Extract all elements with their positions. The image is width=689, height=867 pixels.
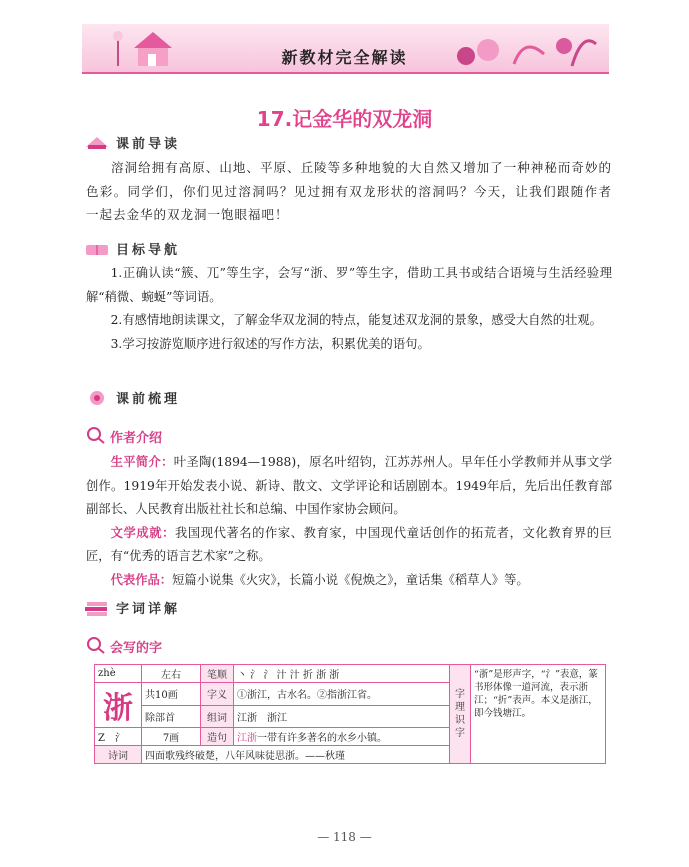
poem-text: 四面歌残终破楚，八年风味徒思浙。——秋瑾 <box>142 746 450 764</box>
goal-item: 2.有感情地朗读课文，了解金华双龙洞的特点，能复述双龙洞的景象，感受大自然的壮观。 <box>110 313 602 327</box>
structure-cell: 左右 <box>142 665 201 683</box>
achieve-text: 我国现代著名的作家、教育家，中国现代童话创作的拓荒者，文化教育界的巨匠，有“优秀的语言艺术家”之称。 <box>86 525 612 563</box>
section-label: 课前导读 <box>116 137 181 152</box>
meaning-label: 字义 <box>201 683 234 706</box>
author-works <box>86 569 612 593</box>
lesson-title: 17.记金华的双龙洞 <box>256 107 433 131</box>
preview-paragraph <box>86 156 612 227</box>
author-intro <box>86 451 612 592</box>
stroke-order: 丶 氵 氵 汁 汁 折 浙 浙 <box>234 665 450 683</box>
group-label: 组词 <box>201 705 234 728</box>
write-label: 会写的字 <box>110 641 163 656</box>
radical-cell: 除部首 <box>142 705 201 728</box>
group-text: 江浙 浙江 <box>234 705 450 728</box>
part-letter: Z <box>98 733 105 744</box>
sentence-cell <box>234 728 450 746</box>
poem-label: 诗词 <box>95 746 142 764</box>
author-bio <box>86 451 612 522</box>
pinyin-cell: zhè <box>95 665 142 683</box>
strokes-left: 7画 <box>142 728 201 746</box>
section-goals-heading <box>84 239 284 259</box>
meaning-text: ①浙江，古水名。②指浙江省。 <box>234 683 450 706</box>
stroke-count: 共10画 <box>142 683 201 706</box>
sentence-highlight: 江浙 <box>237 733 257 744</box>
section-preview-heading <box>84 133 284 153</box>
book-icon <box>84 133 110 151</box>
stacked-books-icon <box>84 598 110 616</box>
bio-text: 叶圣陶(1894—1988)，原名叶绍钧，江苏苏州人。早年任小学教师并从事文学创作。1919年开始发表小说、新诗、散文、文学评论和话剧剧本。1949年后，先后出任教育部副部长、人民教育出版社社长和总编、中国作家协会顾问。 <box>86 455 612 516</box>
section-label: 目标导航 <box>116 243 181 258</box>
section-label: 字词详解 <box>116 602 181 617</box>
origin-text: “浙”是形声字，“氵”表意，篆书形体像一道河流，表示浙江；“折”表声。本义是浙江，即今钱塘江。 <box>471 665 606 764</box>
goal-item: 3.学习按游览顺序进行叙述的写作方法，积累优美的语句。 <box>110 336 430 351</box>
author-label: 作者介绍 <box>110 431 163 446</box>
goal-item: 1.正确认读“簇、兀”等生字，会写“浙、罗”等生字，借助工具书或结合语境与生活经验理解“稍微、蜿蜒”等词语。 <box>86 266 612 304</box>
works-label: 代表作品： <box>110 572 173 587</box>
section-label: 课前梳理 <box>116 392 181 407</box>
radical-parts <box>95 728 142 746</box>
character-cell: 浙 <box>95 683 142 728</box>
author-achievement <box>86 522 612 569</box>
part-radical: 氵 <box>114 733 125 744</box>
works-text: 短篇小说集《火灾》，长篇小说《倪焕之》，童话集《稻草人》等。 <box>172 572 529 587</box>
sentence-text: 一带有许多著名的水乡小镇。 <box>257 733 387 744</box>
header-title: 新教材完全解读 <box>281 48 408 67</box>
flower-icon <box>84 388 110 406</box>
write-subheading <box>86 636 286 656</box>
author-subheading <box>86 426 286 446</box>
page-number: — 118 — <box>317 830 372 844</box>
magnifier-icon <box>86 426 106 444</box>
character-table <box>94 664 606 764</box>
achieve-label: 文学成就： <box>110 525 175 540</box>
section-sorting-heading <box>84 388 284 408</box>
stroke-label: 笔顺 <box>201 665 234 683</box>
bio-label: 生平简介： <box>110 455 174 469</box>
section-vocab-heading <box>84 598 284 618</box>
open-book-icon <box>84 239 110 257</box>
origin-label: 字理识字 <box>450 665 471 764</box>
sentence-label: 造句 <box>201 728 234 746</box>
goals-list <box>86 262 612 356</box>
magnifier-icon <box>86 636 106 654</box>
preview-text: 溶洞给拥有高原、山地、平原、丘陵等多种地貌的大自然又增加了一种神秘而奇妙的色彩。同学们，你们见过溶洞吗？见过拥有双龙形状的溶洞吗？今天，让我们跟随作者一起去金华的双龙洞一饱眼福吧！ <box>86 160 612 222</box>
